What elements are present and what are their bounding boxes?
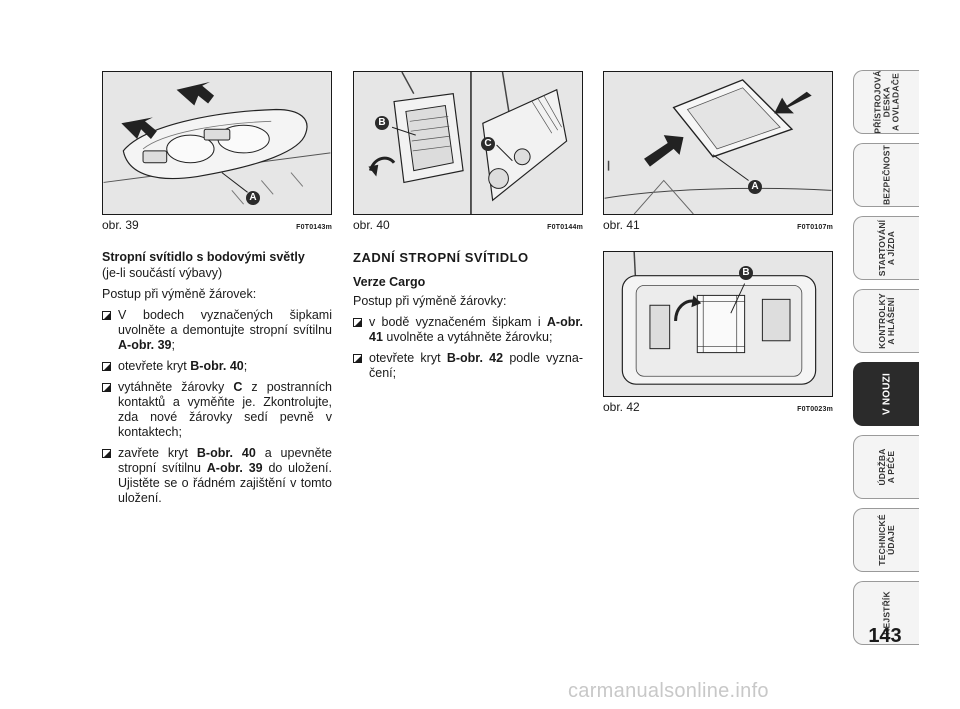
chapter-tab-5[interactable] <box>853 362 919 426</box>
chapter-tabs <box>853 70 919 654</box>
reference-text: B-obr. 42 <box>446 351 504 365</box>
chapter-tab-label: ÚDRŽBA A PÉČE <box>876 448 896 486</box>
instruction-list <box>102 308 332 506</box>
figure-code: F0T0023m <box>797 406 833 413</box>
left-column <box>102 250 332 512</box>
figure-label: obr. 42 <box>603 400 640 414</box>
checkbox-bullet-icon <box>102 362 111 371</box>
ceiling-lamp-open-illustration <box>354 72 582 214</box>
section-subtitle: (je-li součástí výbavy) <box>102 266 223 280</box>
body-text: podle vyznačení; <box>369 351 583 380</box>
figure-42 <box>603 251 833 397</box>
figure-label: obr. 41 <box>603 218 640 232</box>
callout-B-fig40: B <box>375 116 389 130</box>
checkbox-bullet-icon <box>102 383 111 392</box>
callout-B-fig42: B <box>739 266 753 280</box>
body-text: v bodě vyznačeném šipkam i <box>369 315 547 329</box>
body-text: uvolněte a vytáhněte žárovku; <box>382 330 553 344</box>
reference-text: B-obr. 40 <box>190 359 244 373</box>
reference-text: A-obr. 41 <box>369 315 583 344</box>
caption-fig41 <box>603 218 833 232</box>
figure-code: F0T0144m <box>547 224 583 231</box>
caption-fig40 <box>353 218 583 232</box>
chapter-tab-6[interactable] <box>853 435 919 499</box>
body-text: zavřete kryt <box>118 446 197 460</box>
intro-text: Postup při výměně žárovky: <box>353 294 507 308</box>
intro-text: Postup při výměně žárovek: <box>102 287 257 301</box>
reference-text: B-obr. 40 <box>196 446 256 460</box>
chapter-tab-label: BEZPEČNOST <box>881 144 891 206</box>
figure-40 <box>353 71 583 215</box>
list-item <box>353 315 583 345</box>
chapter-tab-label: KONTROLKY A HLÁŠENÍ <box>876 293 896 349</box>
instruction-list <box>353 315 583 381</box>
watermark: carmanualsonline.info <box>568 680 769 702</box>
figure-code: F0T0107m <box>797 224 833 231</box>
checkbox-bullet-icon <box>353 354 362 363</box>
figure-41 <box>603 71 833 215</box>
version-subheading: Verze Cargo <box>353 275 426 289</box>
body-text: ; <box>243 359 248 373</box>
chapter-tab-2[interactable] <box>853 143 919 207</box>
figure-label: obr. 40 <box>353 218 390 232</box>
body-text: otevřete kryt <box>118 359 191 373</box>
reference-text: A-obr. 39 <box>118 338 172 352</box>
caption-fig39 <box>102 218 332 232</box>
chapter-tab-7[interactable] <box>853 508 919 572</box>
reference-text: A-obr. 39 <box>206 461 263 475</box>
figure-code: F0T0143m <box>296 224 332 231</box>
callout-C-fig40: C <box>481 137 495 151</box>
figure-label: obr. 39 <box>102 218 139 232</box>
body-text: otevřete kryt <box>369 351 447 365</box>
body-text: vytáhněte žárovky <box>118 380 234 394</box>
body-text: ; <box>171 338 175 352</box>
caption-fig42 <box>603 400 833 414</box>
cargo-lamp-open-illustration <box>604 252 832 396</box>
checkbox-bullet-icon <box>353 318 362 327</box>
body-text: do uložení. Ujistěte se o řádném zajištění v tomto uložení. <box>118 461 332 505</box>
body-text: z postranních kontaktů a vyměňte je. Zkontrolujte, zda nové žárovky sedí pevně v kontaktech; <box>118 380 333 439</box>
list-item <box>102 359 332 374</box>
cargo-lamp-illustration <box>604 72 832 214</box>
chapter-tab-label: STARTOVÁNÍ A JÍZDA <box>876 219 896 277</box>
section-title: ZADNÍ STROPNÍ SVÍTIDLO <box>353 250 529 265</box>
callout-A-fig39: A <box>246 191 260 205</box>
body-text: a upevněte stropní svítilnu <box>118 446 332 475</box>
section-heading: Stropní svítidlo s bodovými světly <box>102 250 305 264</box>
chapter-tab-label: TECHNICKÉ ÚDAJE <box>876 514 896 566</box>
body-text: V bodech vyznačených šipkami uvolněte a demontujte stropní svítilnu <box>118 308 332 337</box>
chapter-tab-4[interactable] <box>853 289 919 353</box>
middle-column <box>353 250 583 387</box>
checkbox-bullet-icon <box>102 311 111 320</box>
list-item <box>353 351 583 381</box>
chapter-tab-label: PŘÍSTROJOVÁ DESKA A OVLADAČE <box>872 70 900 134</box>
chapter-tab-1[interactable] <box>853 70 919 134</box>
callout-A-fig41: A <box>748 180 762 194</box>
list-item <box>102 446 332 506</box>
list-item <box>102 308 332 353</box>
chapter-tab-3[interactable] <box>853 216 919 280</box>
list-item <box>102 380 332 440</box>
chapter-tab-label: V NOUZI <box>881 373 892 415</box>
reference-text: C <box>233 380 243 394</box>
checkbox-bullet-icon <box>102 449 111 458</box>
chapter-tab-label: REJSTŘÍK <box>881 591 891 635</box>
figure-39 <box>102 71 332 215</box>
ceiling-lamp-illustration <box>103 72 331 214</box>
page-number: 143 <box>868 625 902 647</box>
